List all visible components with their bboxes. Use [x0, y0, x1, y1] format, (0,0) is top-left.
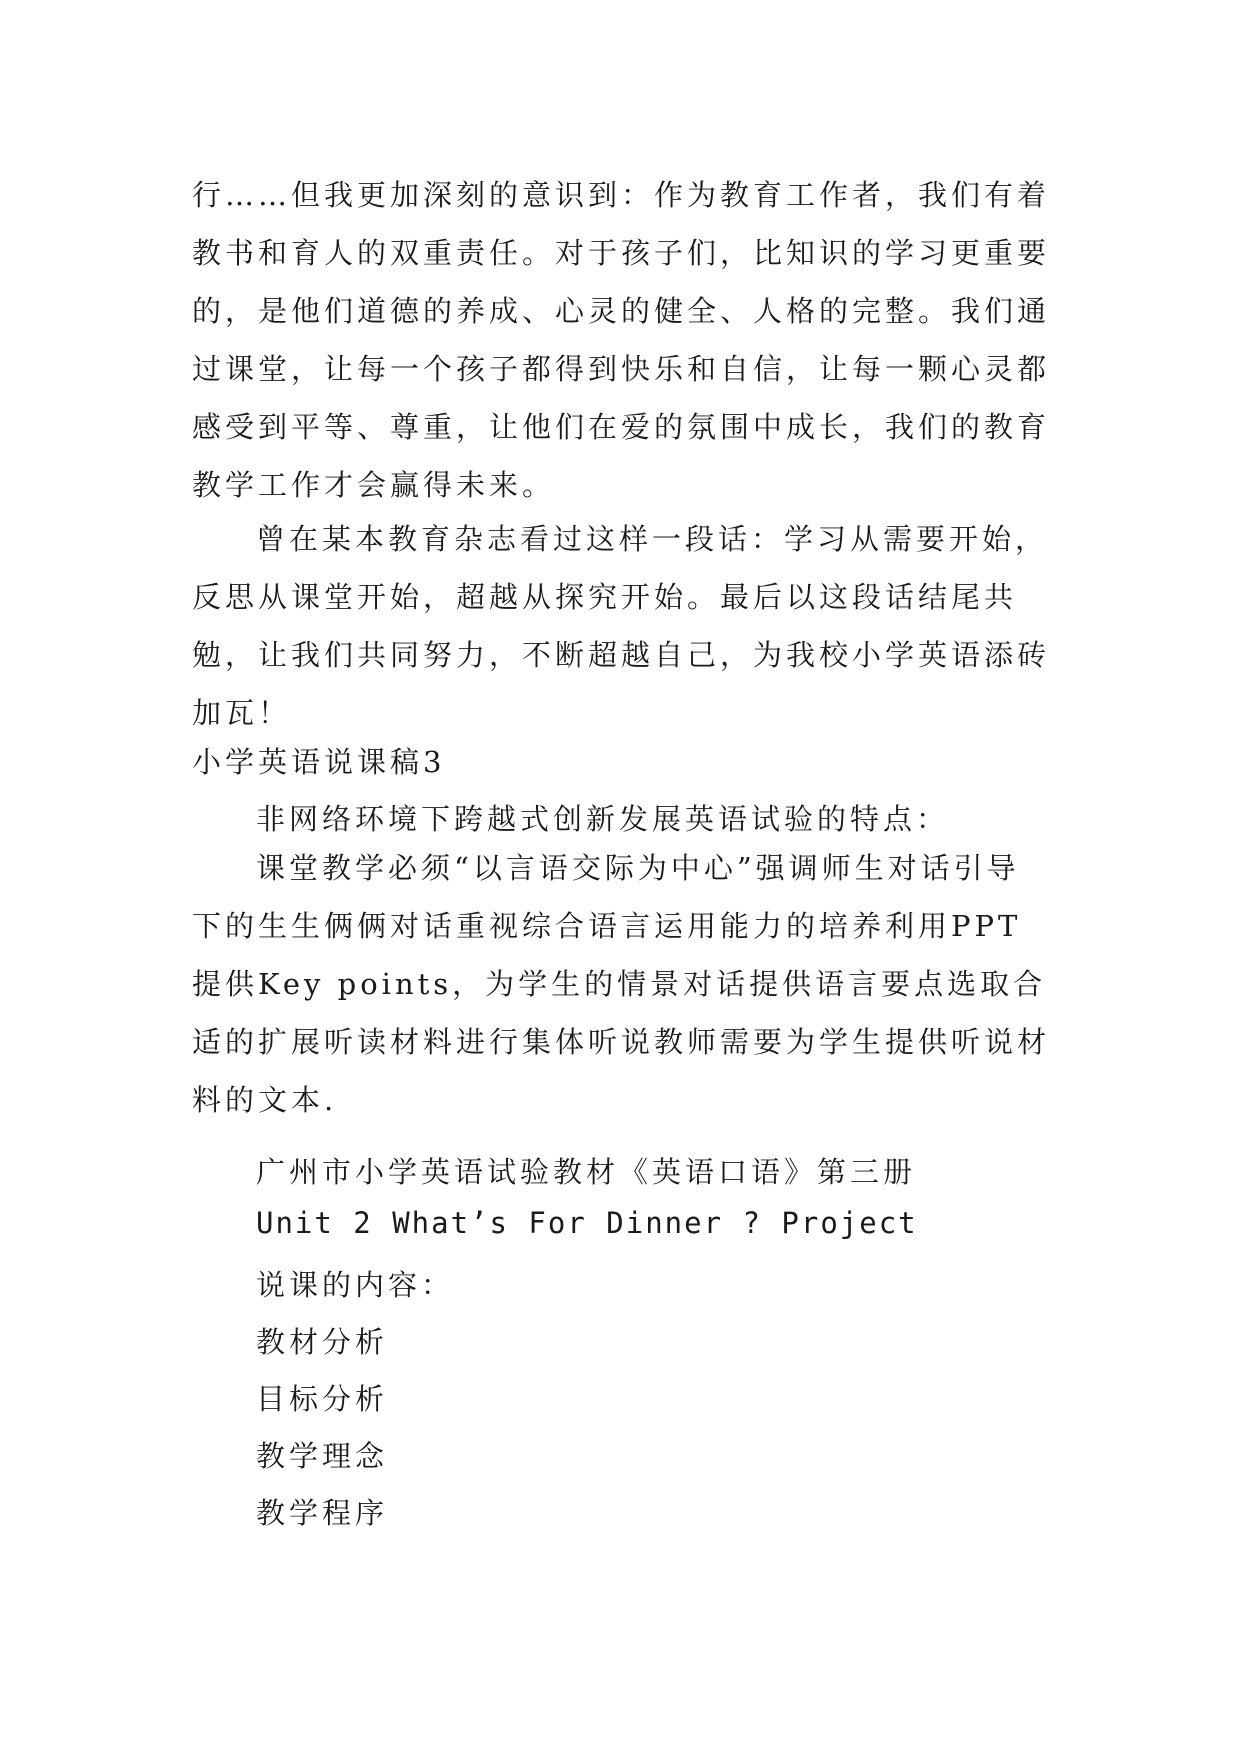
unit-line: Unit 2 What’s For Dinner ? Project — [256, 1206, 918, 1240]
list-item: 教材分析 — [256, 1325, 389, 1359]
paragraph-continuation: 行……但我更加深刻的意识到：作为教育工作者，我们有着教书和育人的双重责任。对于孩子们，比知识的学习更重要的，是他们道德的养成、心灵的健全、人格的完整。我们通过课堂，让每一个孩子都得到快乐和自信，让每一颗心灵都感受到平等、尊重，让他们在爱的氛围中成长，我们的教育教学工作才会赢得未来。 — [192, 178, 1051, 502]
list-item: 教学程序 — [256, 1496, 389, 1530]
section-title: 小学英语说课稿3 — [192, 745, 446, 779]
content-heading: 说课的内容： — [256, 1268, 455, 1302]
features-heading: 非网络环境下跨越式创新发展英语试验的特点： — [256, 802, 950, 836]
list-item: 教学理念 — [256, 1439, 389, 1473]
textbook-line: 广州市小学英语试验教材《英语口语》第三册 — [256, 1155, 917, 1189]
features-paragraph: 课堂教学必须“以言语交际为中心”强调师生对话引导下的生生俩俩对话重视综合语言运用能力的培养利用PPT提供Key points，为学生的情景对话提供语言要点选取合适的扩展听读材料进行集体听说教师需要为学生提供听说材料的文本. — [192, 851, 1051, 1117]
paragraph-quote: 曾在某本教育杂志看过这样一段话：学习从需要开始，反思从课堂开始，超越从探究开始。最后以这段话结尾共勉，让我们共同努力，不断超越自己，为我校小学英语添砖加瓦！ — [192, 522, 1051, 730]
list-item: 目标分析 — [256, 1382, 389, 1416]
